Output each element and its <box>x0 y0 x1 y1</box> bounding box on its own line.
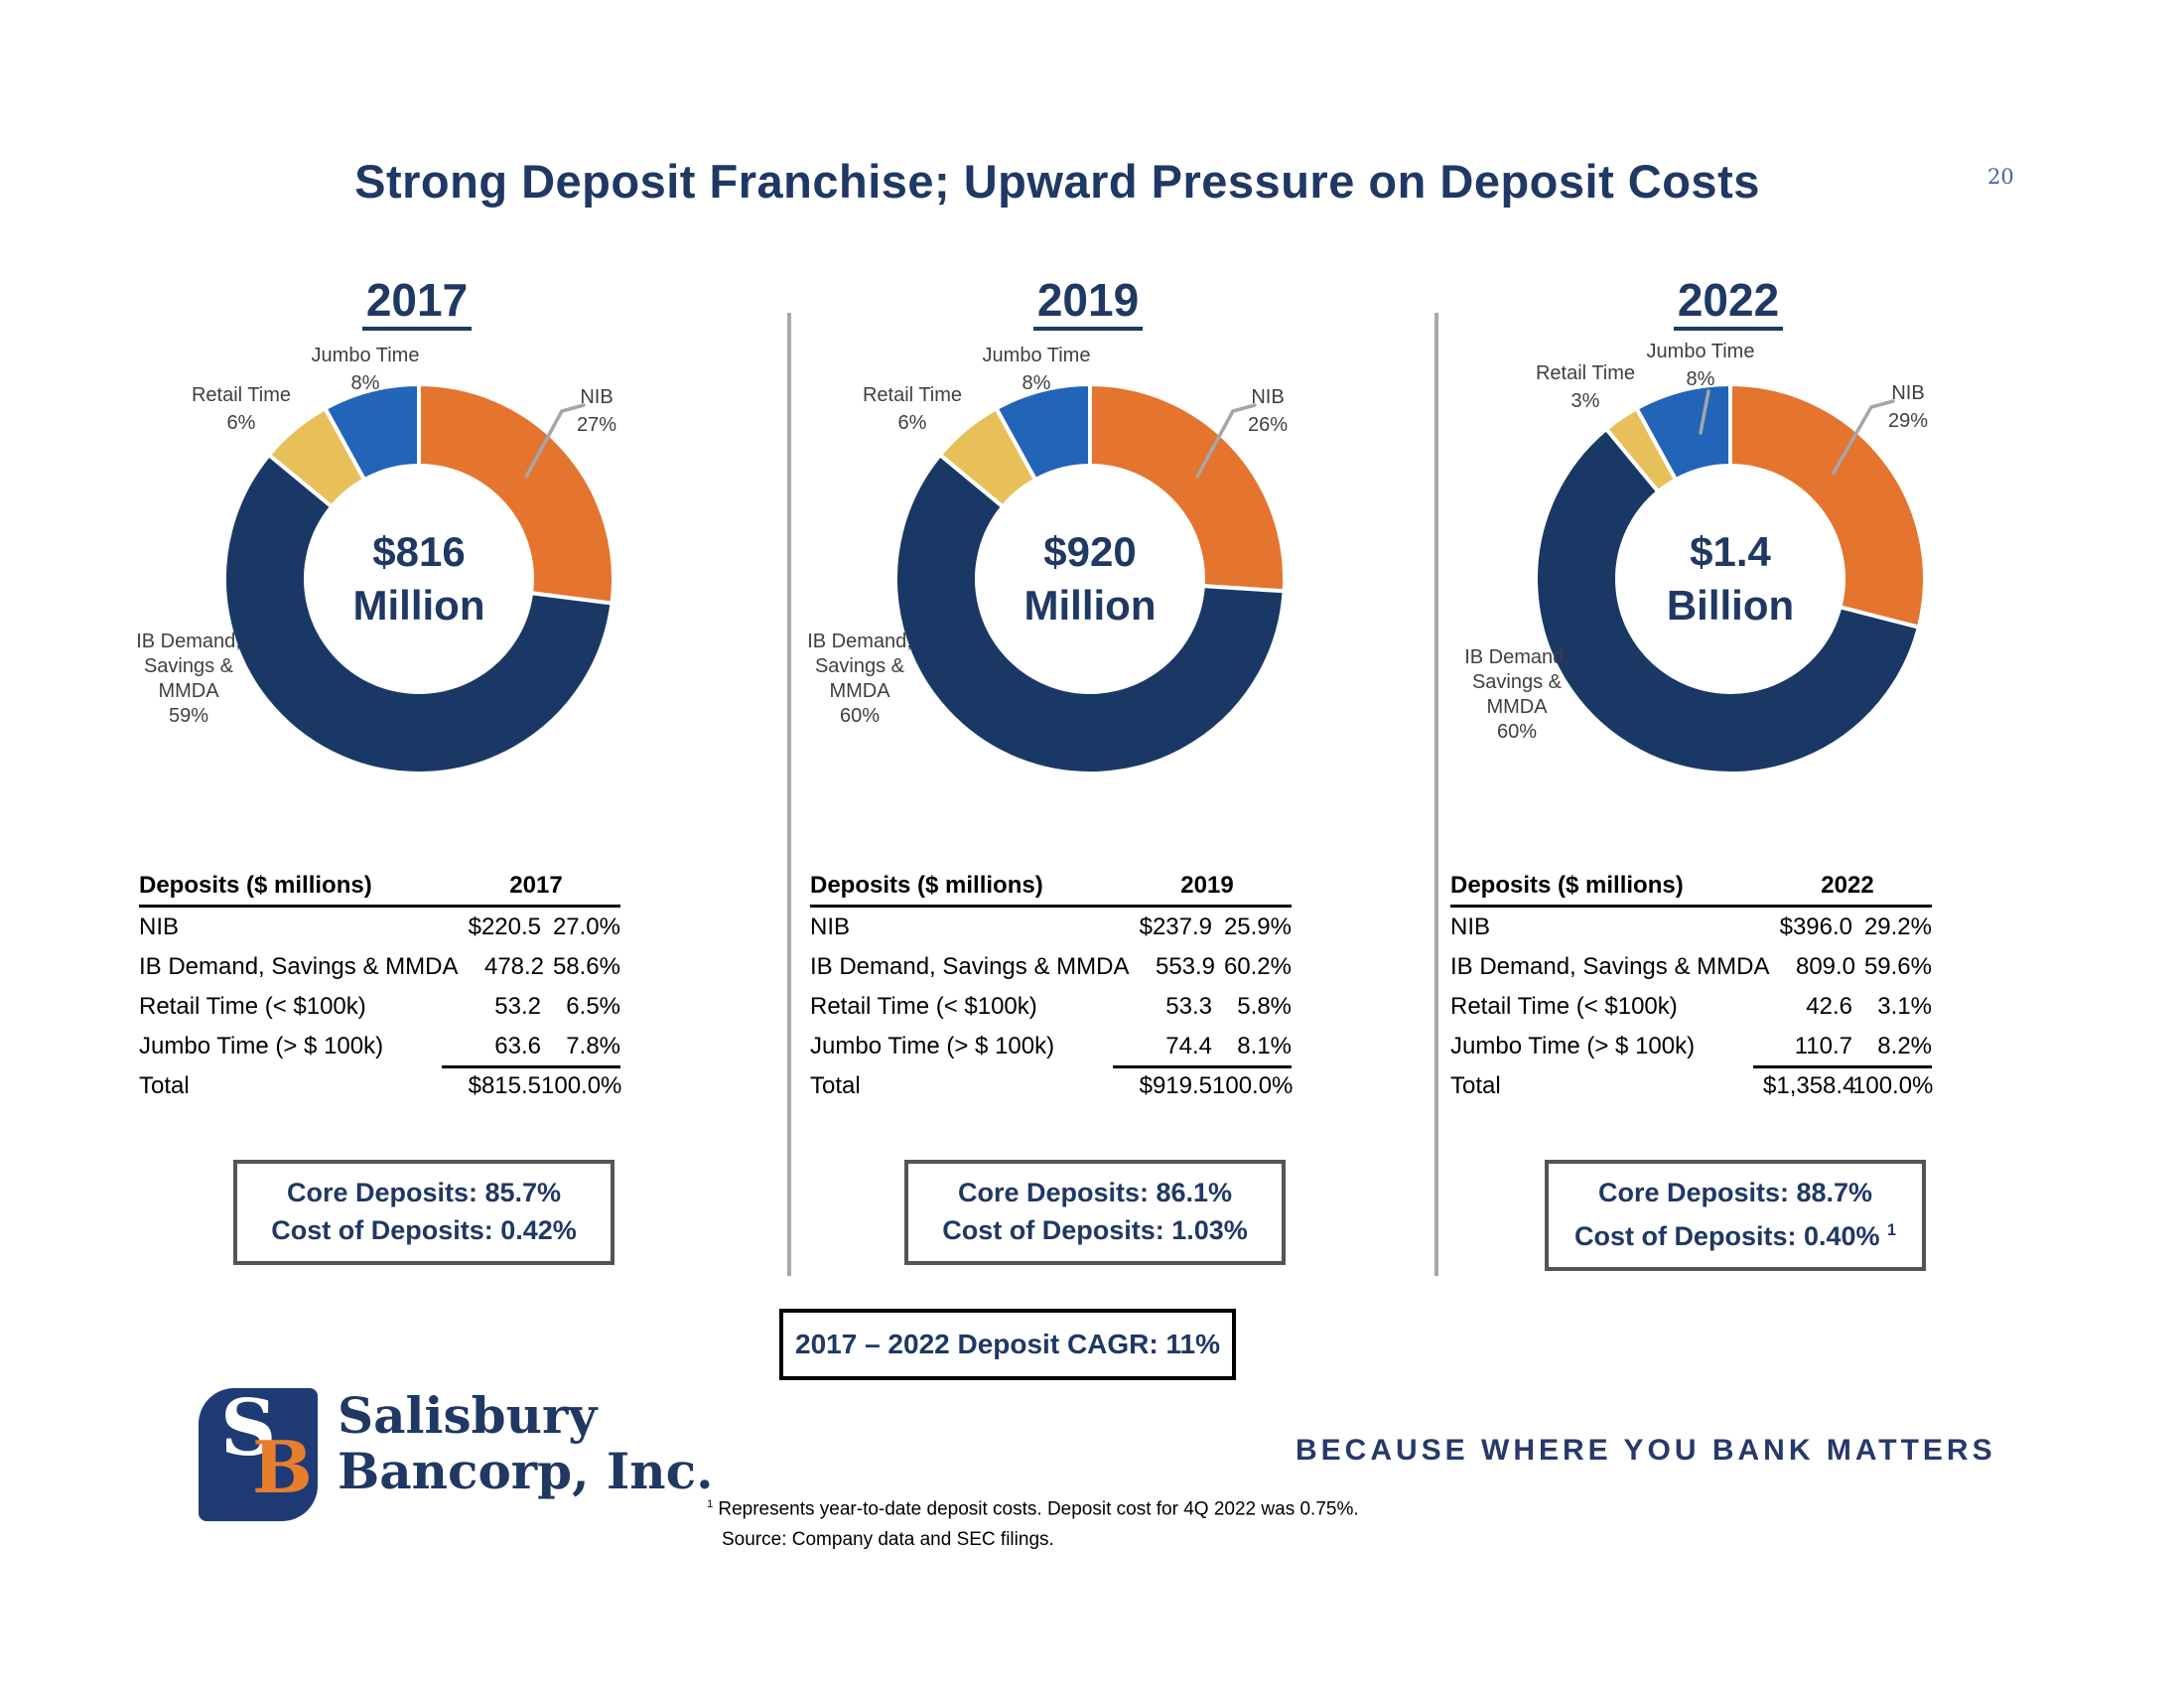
donut-center-total: $920 <box>1043 528 1137 575</box>
row-value: $237.9 <box>1139 914 1212 940</box>
retail-time-label: 3% <box>1570 390 1600 412</box>
footnotes <box>707 1489 1359 1555</box>
ib-demand-label: IB Demand, <box>807 631 912 652</box>
cagr-text: 2017 – 2022 Deposit CAGR: 11% <box>795 1329 1220 1359</box>
ib-demand-label: Savings & <box>1471 671 1563 693</box>
year-heading: 2017 <box>362 276 472 331</box>
row-label: NIB <box>1450 914 1491 940</box>
row-pct: 6.5% <box>566 993 620 1020</box>
table-header-label: Deposits ($ millions) <box>139 872 372 899</box>
donut-center-total: Million <box>352 582 485 629</box>
row-value: 53.2 <box>494 993 541 1020</box>
core-deposits-line: Core Deposits: 86.1% <box>957 1178 1233 1207</box>
row-label: Total <box>139 1072 190 1099</box>
table-header-year: 2017 <box>509 872 563 899</box>
row-value: 809.0 <box>1795 953 1856 980</box>
footnote-superscript: 1 <box>707 1498 714 1510</box>
table-header-label: Deposits ($ millions) <box>1450 872 1684 899</box>
row-label: Total <box>810 1072 861 1099</box>
row-label: Jumbo Time (> $ 100k) <box>139 1033 384 1059</box>
row-pct: 7.8% <box>566 1033 620 1059</box>
cost-of-deposits-line: Cost of Deposits: 0.42% <box>271 1215 577 1245</box>
row-pct: 8.1% <box>1237 1033 1292 1059</box>
table-row <box>139 947 620 987</box>
year-heading-row <box>89 276 745 331</box>
ib-demand-label: MMDA <box>1486 696 1548 718</box>
jumbo-time-label: Jumbo Time <box>1646 341 1755 362</box>
row-pct: 8.2% <box>1877 1033 1932 1059</box>
core-deposits-line: Core Deposits: 88.7% <box>1597 1178 1873 1207</box>
year-panel-2022 <box>1401 268 2056 1440</box>
nib-label: NIB <box>580 386 614 408</box>
year-heading-row <box>760 276 1416 331</box>
row-label: Jumbo Time (> $ 100k) <box>1450 1033 1696 1059</box>
deposits-table <box>1450 872 1932 1106</box>
retail-time-label: 6% <box>226 412 256 434</box>
row-label: IB Demand, Savings & MMDA <box>1450 953 1770 980</box>
table-row <box>139 1027 620 1066</box>
row-pct: 100.0% <box>541 1072 622 1099</box>
row-value: 553.9 <box>1155 953 1216 980</box>
row-value: 74.4 <box>1165 1033 1212 1059</box>
jumbo-time-label: Jumbo Time <box>311 345 420 366</box>
table-row <box>1450 987 1932 1027</box>
row-pct: 59.6% <box>1863 953 1932 980</box>
core-deposits-box <box>904 1160 1286 1265</box>
ib-demand-label: IB Demand, <box>1464 646 1570 668</box>
year-heading-row <box>1401 276 2056 331</box>
donut-center-total: Billion <box>1666 582 1795 629</box>
table-header-row <box>139 872 620 908</box>
row-label: Retail Time (< $100k) <box>139 993 366 1020</box>
total-rule <box>442 1065 620 1068</box>
footnote-reference: 1 <box>1887 1221 1897 1239</box>
row-pct: 100.0% <box>1852 1072 1934 1099</box>
jumbo-time-label: 8% <box>1022 372 1051 394</box>
table-row <box>810 987 1292 1027</box>
nib-label: NIB <box>1251 386 1285 408</box>
cost-of-deposits-line: Cost of Deposits: 1.03% <box>942 1215 1248 1245</box>
row-label: NIB <box>139 914 180 940</box>
row-value: $1,358.4 <box>1763 1072 1856 1099</box>
jumbo-time-label: Jumbo Time <box>982 345 1091 366</box>
ib-demand-label: MMDA <box>158 680 219 702</box>
deposits-table <box>810 872 1292 1106</box>
row-value: $919.5 <box>1139 1072 1212 1099</box>
table-row <box>139 908 620 947</box>
table-body <box>810 908 1292 1106</box>
nib-label: NIB <box>1891 382 1925 404</box>
table-body <box>139 908 620 1106</box>
row-label: Retail Time (< $100k) <box>1450 993 1678 1020</box>
ib-demand-label: 60% <box>839 705 881 727</box>
deposits-table <box>139 872 620 1106</box>
company-name-line2: Bancorp, Inc. <box>338 1442 714 1500</box>
row-label: IB Demand, Savings & MMDA <box>139 953 459 980</box>
table-header-label: Deposits ($ millions) <box>810 872 1043 899</box>
row-value: 110.7 <box>1794 1033 1852 1059</box>
row-label: Total <box>1450 1072 1501 1099</box>
nib-label: 26% <box>1247 414 1289 436</box>
core-deposits-box <box>233 1160 614 1265</box>
total-rule <box>1113 1065 1292 1068</box>
retail-time-label: Retail Time <box>191 384 292 406</box>
deposit-mix-donut-chart <box>1401 328 2056 864</box>
footnote-1: $^1$ Represents year-to-date deposit costs. Deposit cost for 4Q 2022 was 0.75%. <box>707 1498 1359 1520</box>
core-deposits-box <box>1545 1160 1926 1271</box>
retail-time-label: Retail Time <box>862 384 963 406</box>
table-row <box>810 908 1292 947</box>
table-row <box>139 987 620 1027</box>
donut-center-total: Million <box>1024 582 1157 629</box>
row-pct: 60.2% <box>1223 953 1292 980</box>
row-label: Retail Time (< $100k) <box>810 993 1037 1020</box>
row-value: 42.6 <box>1806 993 1852 1020</box>
row-pct: 29.2% <box>1863 914 1932 940</box>
table-row <box>1450 1027 1932 1066</box>
ib-demand-label: IB Demand, <box>136 631 241 652</box>
row-label: NIB <box>810 914 851 940</box>
deposit-mix-donut-chart <box>89 328 745 864</box>
ib-demand-label: 59% <box>168 705 209 727</box>
year-heading: 2022 <box>1674 276 1783 331</box>
table-header-year: 2022 <box>1821 872 1874 899</box>
table-row <box>1450 1066 1932 1106</box>
ib-demand-label: Savings & <box>814 655 905 677</box>
row-pct: 100.0% <box>1212 1072 1294 1099</box>
donut-center-total: $816 <box>372 528 466 575</box>
ib-demand-label: Savings & <box>143 655 234 677</box>
tagline: BECAUSE WHERE YOU BANK MATTERS <box>1296 1434 1996 1467</box>
year-panel-2019 <box>760 268 1416 1440</box>
deposit-mix-donut-chart <box>760 328 1416 864</box>
row-value: $396.0 <box>1779 914 1852 940</box>
year-panel-2017 <box>89 268 745 1440</box>
row-pct: 3.1% <box>1877 993 1932 1020</box>
table-row <box>1450 908 1932 947</box>
row-label: IB Demand, Savings & MMDA <box>810 953 1130 980</box>
cost-of-deposits-line: Cost of Deposits: 0.40% $^1$ <box>1573 1221 1897 1251</box>
row-value: $220.5 <box>468 914 541 940</box>
row-pct: 5.8% <box>1237 993 1292 1020</box>
year-heading: 2019 <box>1033 276 1143 331</box>
page-number: 20 <box>1987 165 2014 189</box>
row-pct: 25.9% <box>1223 914 1292 940</box>
table-row <box>139 1066 620 1106</box>
ib-demand-label: 60% <box>1496 721 1538 743</box>
jumbo-time-label: 8% <box>350 372 380 394</box>
table-header-year: 2019 <box>1180 872 1234 899</box>
table-body <box>1450 908 1932 1106</box>
row-value: $815.5 <box>468 1072 541 1099</box>
table-row <box>1450 947 1932 987</box>
jumbo-time-label: 8% <box>1686 368 1715 390</box>
logo-letter-b: B <box>252 1425 313 1509</box>
nib-label: 27% <box>576 414 617 436</box>
table-row <box>810 1027 1292 1066</box>
row-value: 53.3 <box>1165 993 1212 1020</box>
row-label: Jumbo Time (> $ 100k) <box>810 1033 1055 1059</box>
footnote-source: Source: Company data and SEC filings. <box>722 1529 1054 1551</box>
slide-title: Strong Deposit Franchise; Upward Pressure on Deposit Costs <box>354 155 1760 208</box>
row-value: 478.2 <box>483 953 545 980</box>
row-pct: 27.0% <box>552 914 620 940</box>
table-header-row <box>810 872 1292 908</box>
company-name-line1: Salisbury <box>338 1386 598 1445</box>
donut-center-total: $1.4 <box>1690 528 1771 575</box>
core-deposits-line: Core Deposits: 85.7% <box>286 1178 562 1207</box>
retail-time-label: Retail Time <box>1535 362 1636 384</box>
table-header-row <box>1450 872 1932 908</box>
retail-time-label: 6% <box>897 412 927 434</box>
ib-demand-label: MMDA <box>829 680 890 702</box>
table-row <box>810 947 1292 987</box>
nib-label: 29% <box>1887 410 1929 432</box>
row-value: 63.6 <box>494 1033 541 1059</box>
row-pct: 58.6% <box>552 953 620 980</box>
table-row <box>810 1066 1292 1106</box>
logo-letter-s: S <box>220 1383 277 1474</box>
total-rule <box>1753 1065 1932 1068</box>
